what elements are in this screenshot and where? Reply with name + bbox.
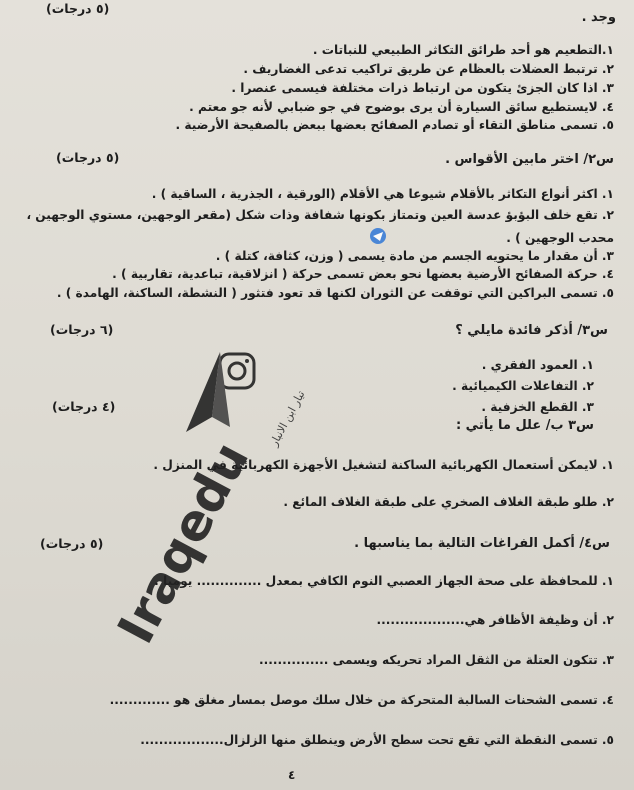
watermark-sub: تيار ابن الانبار [267, 388, 308, 449]
q3b-item-1: ١. لايمكن أستعمال الكهربائية الساكنة لتشغيل الأجهزة الكهربائية في المنزل . [153, 458, 614, 472]
q3b-item-2: ٢. طلو طبقة الغلاف الصخري على طبقة الغلاف المائع . [283, 495, 614, 509]
instagram-icon [220, 354, 254, 388]
q4-marks: (٥ درجات) [40, 536, 104, 551]
q3b-marks: (٤ درجات) [52, 399, 116, 414]
q2-item-3: ٣. أن مقدار ما يحتويه الجسم من مادة يسمى ( وزن، كثافة، كتلة ) . [215, 249, 614, 263]
q3-marks: (٦ درجات) [50, 322, 114, 337]
page-number: ٤ [288, 768, 296, 782]
q2-item-4: ٤. حركة الصفائح الأرضية بعضها نحو بعض تسمى حركة ( انزلاقية، تباعدية، تقاربية ) . [112, 267, 614, 281]
top-marks: (٥ درجات) [46, 1, 110, 16]
q3-item-1: ١. العمود الفقري . [481, 358, 594, 372]
q2-item-2: ٢. تقع خلف البؤبؤ عدسة العين وتمتاز بكونها شفافة وذات شكل (مقعر الوجهين، مستوي الوجهين ، [26, 208, 614, 222]
q4-title: س٤/ أكمل الفراغات التالية بما يناسبها . [354, 536, 610, 551]
q4-item-2: ٢. أن وظيفة الأظافر هي................... [376, 613, 614, 627]
q1-item-3: ٣. اذا كان الجزئ يتكون من ارتباط ذرات مختلفة فيسمى عنصرا . [231, 81, 614, 95]
q1-item-2: ٢. ترتبط العضلات بالعظام عن طريق تراكيب تدعى الغضاريف . [243, 62, 614, 76]
telegram-icon [186, 352, 230, 432]
q1-item-4: ٤. لايستطيع سائق السيارة أن يرى بوضوح في جو ضبابي لأنه جو معتم . [189, 100, 614, 114]
q4-item-3: ٣. تتكون العتلة من الثقل المراد تحريكه ويسمى ............... [258, 653, 614, 667]
q2-item-1: ١. اكثر أنواع التكاثر بالأقلام شيوعا هي الأقلام (الورقية ، الجذرية ، الساقية ) . [151, 187, 614, 201]
q1-item-5: ٥. تسمى مناطق التقاء أو تصادم الصفائح بعضها ببعض بالصفيحة الأرضية . [175, 118, 614, 132]
q2-marks: (٥ درجات) [56, 150, 120, 165]
q4-item-4: ٤. تسمى الشحنات السالبة المتحركة من خلال سلك موصل بمسار مغلق هو ............. [109, 693, 614, 707]
q2-item-2-cont: محدب الوجهين ) . [506, 231, 614, 245]
q4-item-5: ٥. تسمى النقطة التي تقع تحت سطح الأرض وينطلق منها الزلزال.................. [140, 733, 614, 747]
q3-title: س٣/ أذكر فائدة مايلي ؟ [455, 323, 608, 338]
q2-title: س٢/ اختر مابين الأقواس . [445, 152, 614, 167]
q4-item-1: ١. للمحافظة على صحة الجهاز العصبي النوم الكافي بمعدل .............. يوميا . [154, 574, 614, 588]
q3-item-3: ٣. القطع الخزفية . [481, 400, 594, 414]
telegram-small-icon [370, 228, 386, 244]
q3b-title: س٣ ب/ علل ما يأتي : [455, 418, 594, 433]
q3-item-2: ٢. التفاعلات الكيميائية . [452, 379, 594, 393]
watermark-brand: Iraqedu [106, 432, 261, 653]
q2-item-5: ٥. تسمى البراكين التي توقفت عن الثوران لكنها قد تعود فتثور ( النشطة، الساكنة، الهامدة ) . [56, 286, 614, 300]
q1-item-1: ١.التطعيم هو أحد طرائق التكاثر الطبيعي للنباتات . [312, 43, 614, 57]
top-fragment: وجد . [581, 10, 616, 25]
